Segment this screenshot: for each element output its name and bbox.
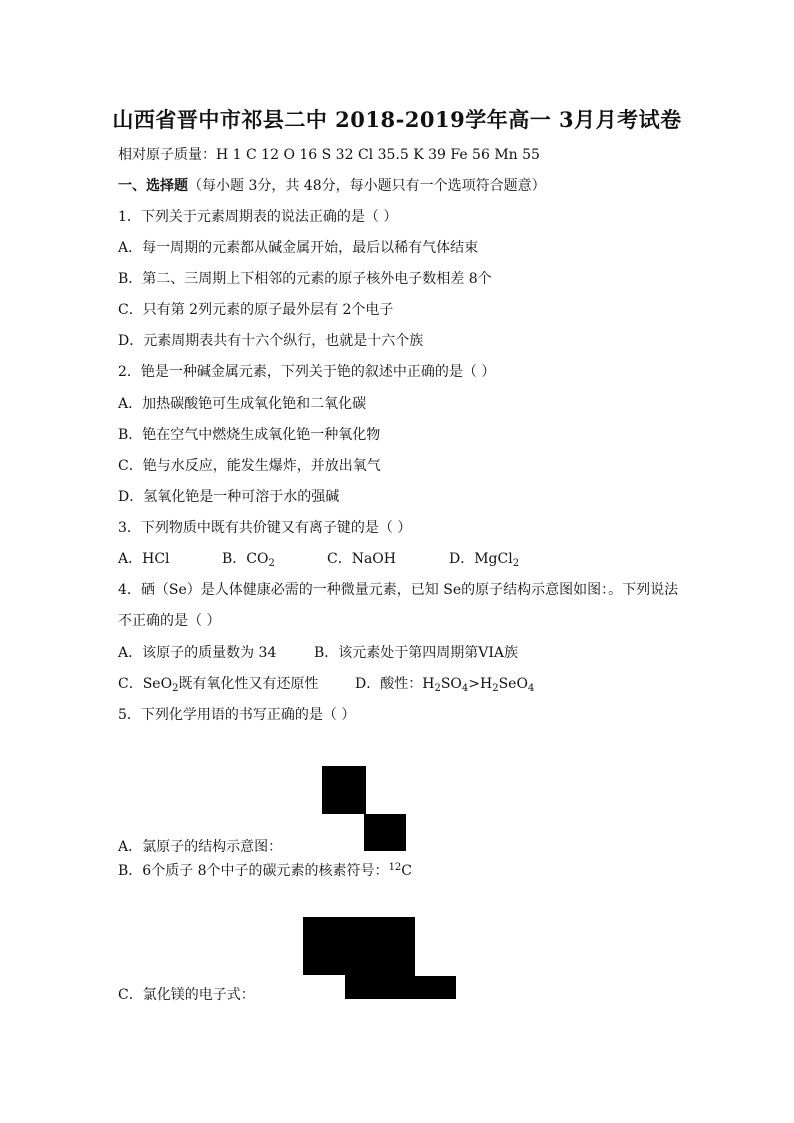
q3-option-c: C．NaOH xyxy=(327,551,396,567)
section-note: （每小题 3分，共 48分，每小题只有一个选项符合题意） xyxy=(188,178,546,194)
section-heading xyxy=(118,177,546,195)
atomic-mass-line: 相对原子质量：H 1 C 12 O 16 S 32 Cl 35.5 K 39 Fe 56 Mn 55 xyxy=(118,147,540,163)
q2-option-b: B．铯在空气中燃烧生成氧化铯一种氧化物 xyxy=(118,427,381,443)
q1-option-b: B．第二、三周期上下相邻的元素的原子核外电子数相差 8个 xyxy=(118,271,492,287)
q4-stem-line1: 4．硒（Se）是人体健康必需的一种微量元素，已知 Se的原子结构示意图如图：。下列说法 xyxy=(118,582,679,598)
page-title: 山西省晋中市祁县二中 2018-2019学年高一 3月月考试卷 xyxy=(112,107,682,132)
chlorine-structure-image-part1 xyxy=(322,766,366,814)
q3-option-a: A．HCl xyxy=(118,551,170,567)
q3-stem: 3．下列物质中既有共价键又有离子键的是（ ） xyxy=(118,520,412,536)
q1-stem: 1．下列关于元素周期表的说法正确的是（ ） xyxy=(118,209,398,225)
q3-options xyxy=(118,550,718,570)
section-title: 一、选择题 xyxy=(118,178,188,194)
q4-option-c: C．SeO$_2$既有氧化性又有还原性 xyxy=(118,676,319,694)
q2-option-d: D．氢氧化铯是一种可溶于水的强碱 xyxy=(118,489,340,505)
q4-option-a: A．该原子的质量数为 34 xyxy=(118,645,277,661)
q4-options-row1 xyxy=(118,644,718,664)
q5-stem: 5．下列化学用语的书写正确的是（ ） xyxy=(118,707,356,723)
chlorine-structure-image-part2 xyxy=(364,814,406,851)
q5-option-a: A．氯原子的结构示意图： xyxy=(118,839,283,855)
q3-option-b: B．$CO_2$ xyxy=(222,551,275,569)
q2-option-a: A．加热碳酸铯可生成氧化铯和二氧化碳 xyxy=(118,396,367,412)
q5-option-b: B．6个质子 8个中子的碳元素的核素符号：$^{12}$C xyxy=(118,862,413,879)
q1-option-a: A．每一周期的元素都从碱金属开始，最后以稀有气体结束 xyxy=(118,240,479,256)
q1-option-c: C．只有第 2列元素的原子最外层有 2个电子 xyxy=(118,302,394,318)
q4-options-row2 xyxy=(118,675,718,695)
q2-stem: 2．铯是一种碱金属元素，下列关于铯的叙述中正确的是（ ） xyxy=(118,364,496,380)
q1-option-d: D．元素周期表共有十六个纵行，也就是十六个族 xyxy=(118,333,424,349)
q4-option-b: B．该元素处于第四周期第VIA族 xyxy=(314,645,519,661)
q3-option-d: D．MgCl$_2$ xyxy=(449,551,520,569)
q4-option-d: D．酸性：$H_2SO_4>H_2SeO_4$ xyxy=(355,676,535,694)
q5-option-c: C．氯化镁的电子式： xyxy=(118,987,255,1003)
q2-option-c: C．铯与水反应，能发生爆炸，并放出氧气 xyxy=(118,458,381,474)
q4-stem-line2: 不正确的是（ ） xyxy=(118,613,221,629)
mgcl2-electron-image-part1 xyxy=(303,917,415,975)
mgcl2-electron-image-part2 xyxy=(345,975,415,999)
mgcl2-electron-image-part3 xyxy=(415,976,456,999)
